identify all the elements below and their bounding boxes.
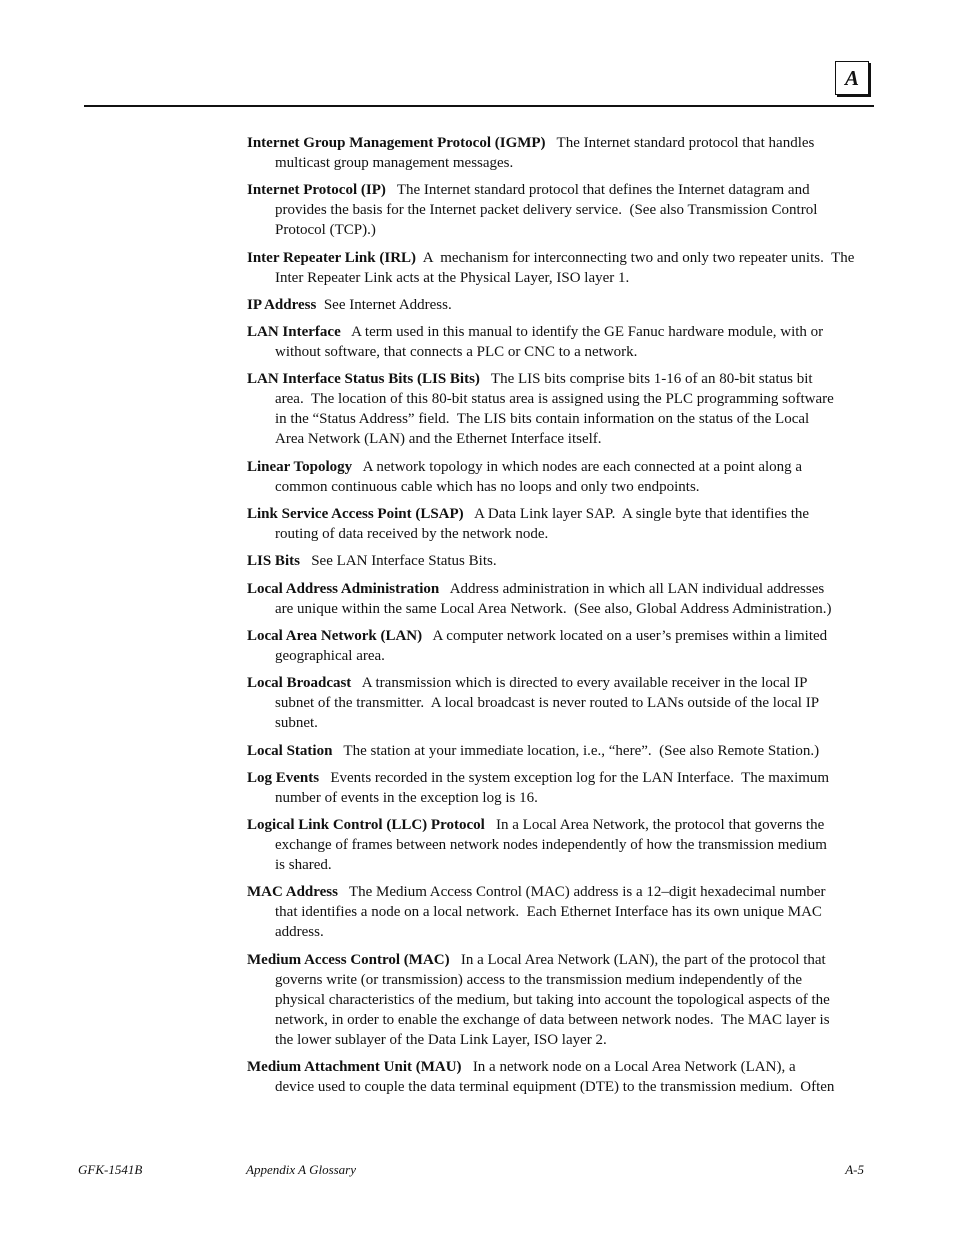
footer-doc-id: GFK-1541B	[78, 1162, 143, 1177]
glossary-term: Internet Group Management Protocol (IGMP)	[247, 135, 546, 151]
term-spacer	[416, 250, 423, 266]
glossary-entry	[247, 579, 887, 619]
header-rule	[84, 105, 874, 107]
glossary-definition: In a Local Area Network, the protocol that governs the exchange of frames between network nodes independently of how the transmission medium is shared.	[275, 817, 827, 874]
glossary-term: LAN Interface	[247, 324, 341, 341]
glossary-term: Inter Repeater Link (IRL)	[247, 249, 417, 266]
term-spacer	[341, 324, 351, 340]
glossary-entry	[247, 882, 887, 942]
glossary-entry	[247, 133, 887, 173]
glossary-definition: Address administration in which all LAN individual addresses are unique within the same Local Area Network. (See also, Global Address Administration.)	[275, 580, 832, 617]
term-spacer	[439, 581, 449, 597]
glossary-definition: See Internet Address.	[323, 296, 452, 313]
glossary-term: LIS Bits	[247, 553, 300, 570]
glossary-list	[247, 133, 887, 1104]
glossary-entry	[247, 295, 887, 315]
glossary-definition: A mechanism for interconnecting two and only two repeater units. The Inter Repeater Link acts at the Physical Layer, ISO layer 1.	[275, 249, 855, 286]
glossary-term: Log Events	[247, 769, 320, 786]
term-spacer	[338, 884, 349, 900]
glossary-entry	[247, 626, 887, 666]
footer-section: Appendix A Glossary	[246, 1162, 357, 1177]
glossary-definition: A computer network located on a user’s premises within a limited geographical area.	[275, 627, 828, 664]
term-spacer	[464, 506, 474, 522]
term-spacer	[462, 1059, 473, 1075]
glossary-definition: A network topology in which nodes are each connected at a point along a common continuous cable which has no loops and only two endpoints.	[275, 458, 803, 495]
term-spacer	[422, 628, 432, 644]
glossary-definition: The LIS bits comprise bits 1-16 of an 80-bit status bit area. The location of this 80-bit status area is assigned using the PLC programming software in the “Status Address” field. The LIS bits contain information on the status of the Local Area Network (LAN) and the Ethernet Interface itself.	[275, 371, 834, 448]
glossary-term: Medium Access Control (MAC)	[247, 951, 450, 968]
appendix-tab-marker: A	[835, 61, 869, 95]
glossary-definition: The Internet standard protocol that defines the Internet datagram and provides the basis for the Internet packet delivery service. (See also Transmission Control Protocol (TCP).)	[275, 182, 818, 239]
term-spacer	[300, 553, 311, 569]
glossary-term: Logical Link Control (LLC) Protocol	[247, 817, 485, 834]
footer-page-number: A-5	[845, 1162, 864, 1177]
glossary-term: Internet Protocol (IP)	[247, 182, 386, 199]
glossary-term: Local Area Network (LAN)	[247, 627, 423, 644]
glossary-definition: The Internet standard protocol that handles multicast group management messages.	[275, 135, 815, 171]
glossary-definition: In a network node on a Local Area Network (LAN), a device used to couple the data terminal equipment (DTE) to the transmission medium. Often	[275, 1059, 835, 1096]
glossary-term: IP Address	[247, 296, 317, 313]
glossary-term: Linear Topology	[247, 458, 353, 475]
glossary-definition: The Medium Access Control (MAC) address is a 12–digit hexadecimal number that identifies a node on a local network. Each Ethernet Interface has its own unique MAC address.	[275, 884, 826, 941]
glossary-definition: In a Local Area Network (LAN), the part of the protocol that governs write (or transmission) access to the transmission medium independently of the physical characteristics of the medium, but taking into account the topological aspects of the network, in order to enable the exchange of data between network nodes. The MAC layer is the lower sublayer of the Data Link Layer, ISO layer 2.	[275, 951, 830, 1048]
glossary-entry	[247, 248, 887, 288]
glossary-term: Local Broadcast	[247, 675, 352, 692]
glossary-entry	[247, 1057, 887, 1097]
term-spacer	[450, 952, 461, 968]
glossary-entry	[247, 815, 887, 875]
term-spacer	[386, 182, 397, 198]
glossary-term: LAN Interface Status Bits (LIS Bits)	[247, 371, 480, 388]
term-spacer	[351, 675, 361, 691]
glossary-definition: See LAN Interface Status Bits.	[311, 553, 497, 570]
glossary-term: Link Service Access Point (LSAP)	[247, 506, 464, 523]
term-spacer	[546, 135, 557, 151]
term-spacer	[480, 371, 491, 387]
glossary-term: Local Station	[247, 742, 333, 759]
glossary-entry	[247, 741, 887, 761]
glossary-entry	[247, 950, 887, 1050]
glossary-definition: A transmission which is directed to every available receiver in the local IP subnet of the transmitter. A local broadcast is never routed to LANs outside of the local IP subnet.	[275, 675, 820, 732]
glossary-definition: Events recorded in the system exception log for the LAN Interface. The maximum number of events in the exception log is 16.	[275, 769, 830, 806]
glossary-definition: The station at your immediate location, i.e., “here”. (See also Remote Station.)	[343, 742, 820, 759]
glossary-term: Local Address Administration	[247, 580, 440, 597]
glossary-entry	[247, 457, 887, 497]
glossary-term: MAC Address	[247, 884, 338, 901]
glossary-entry	[247, 369, 887, 449]
glossary-entry	[247, 504, 887, 544]
term-spacer	[332, 743, 343, 759]
glossary-definition: A term used in this manual to identify the GE Fanuc hardware module, with or without software, that connects a PLC or CNC to a network.	[275, 324, 824, 361]
glossary-entry	[247, 322, 887, 362]
glossary-entry	[247, 673, 887, 733]
term-spacer	[352, 459, 362, 475]
term-spacer	[316, 297, 324, 313]
term-spacer	[319, 770, 330, 786]
glossary-entry	[247, 768, 887, 808]
glossary-entry	[247, 180, 887, 240]
glossary-definition: A Data Link layer SAP. A single byte that identifies the routing of data received by the network node.	[275, 506, 810, 543]
glossary-term: Medium Attachment Unit (MAU)	[247, 1059, 462, 1076]
glossary-entry	[247, 551, 887, 571]
term-spacer	[485, 817, 496, 833]
